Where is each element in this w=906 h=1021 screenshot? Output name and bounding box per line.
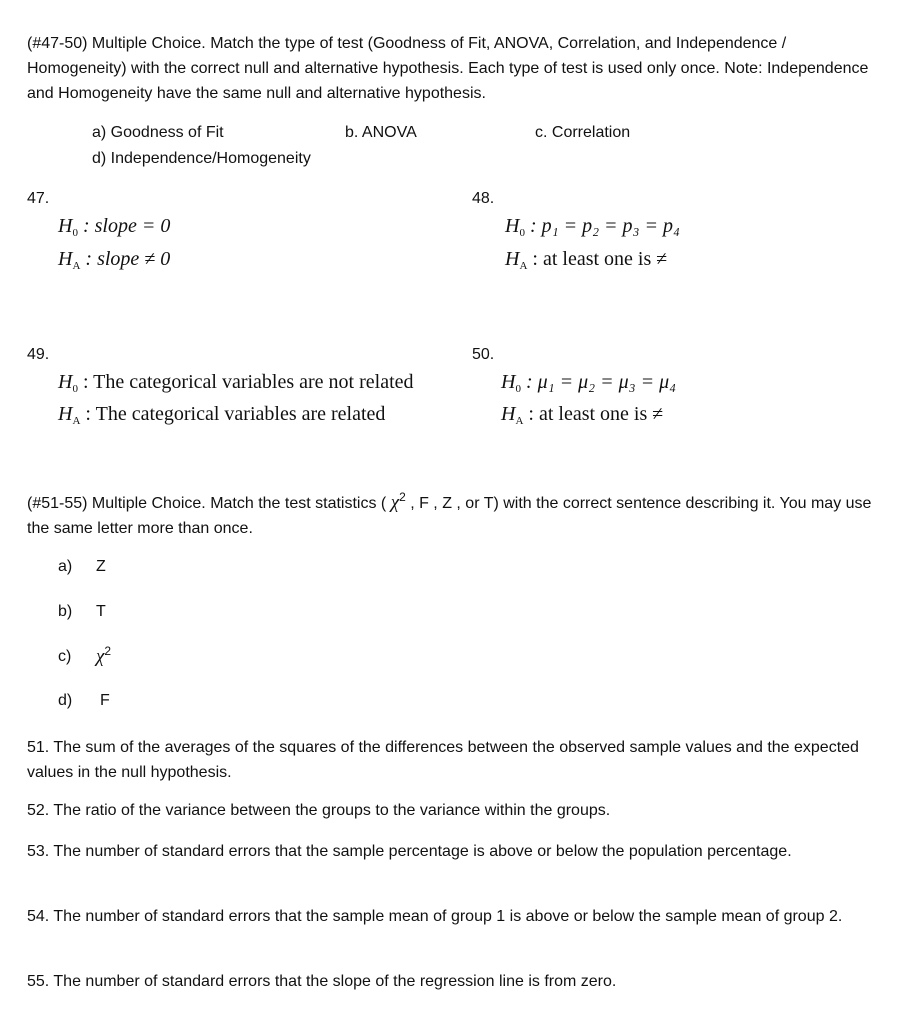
ha-symbol: H: [501, 403, 516, 425]
ha-statement: : slope ≠ 0: [80, 248, 171, 270]
chi-symbol: χ: [390, 492, 400, 513]
section2-intro-start: (#51-55) Multiple Choice. Match the test statistics (: [27, 495, 391, 512]
h0-symbol: H: [58, 371, 73, 393]
problem-48-null: [505, 215, 680, 238]
problem-49-alternative: [58, 403, 385, 426]
problem-50-null: [501, 371, 676, 394]
h0-subscript: 0: [519, 227, 525, 239]
option-c: c. Correlation: [535, 124, 631, 141]
question-52: 52. The ratio of the variance between the groups to the variance within the groups.: [27, 802, 611, 819]
h0-statement: : The categorical variables are not related: [77, 371, 414, 393]
choice-b: [58, 603, 106, 621]
choice-a: [58, 558, 106, 576]
problem-49-null: [58, 371, 414, 394]
h0-symbol: H: [505, 215, 520, 237]
ha-subscript: A: [519, 260, 528, 272]
choice-value: T: [96, 603, 106, 620]
section2-instructions: [27, 490, 877, 541]
ha-symbol: H: [58, 248, 73, 270]
problem-50-number: 50.: [472, 346, 495, 363]
chi-symbol: χ: [96, 646, 105, 667]
h0-symbol: H: [501, 371, 516, 393]
problem-47-number: 47.: [27, 190, 50, 207]
choice-label: a): [58, 558, 73, 575]
question-54: 54. The number of standard errors that the sample mean of group 1 is above or below the sample mean of group 2.: [27, 908, 843, 925]
question-55: 55. The number of standard errors that the slope of the regression line is from zero.: [27, 973, 617, 990]
chi-superscript: 2: [399, 490, 406, 504]
choice-value: [96, 646, 111, 668]
h0-subscript: 0: [515, 383, 521, 395]
problem-48-alternative: [505, 248, 667, 271]
problem-49-number: 49.: [27, 346, 50, 363]
h0-subscript: 0: [72, 227, 78, 239]
h0-statement: : slope = 0: [77, 215, 171, 237]
question-51: 51. The sum of the averages of the squares of the differences between the observed sample values and the expected values in the null hypothesis.: [27, 739, 859, 781]
problem-47-null: [58, 215, 170, 238]
ha-subscript: A: [72, 260, 81, 272]
h0-statement: : μ₁ = μ₂ = μ₃ = μ₄: [520, 371, 677, 393]
ha-symbol: H: [505, 248, 520, 270]
option-a: a) Goodness of Fit: [92, 124, 224, 141]
ha-statement: : at least one is ≠: [523, 403, 664, 425]
ha-statement: : at least one is ≠: [527, 248, 668, 270]
choice-label: b): [58, 603, 73, 620]
choice-c: [58, 644, 112, 667]
option-d: d) Independence/Homogeneity: [92, 150, 311, 167]
h0-symbol: H: [58, 215, 73, 237]
choice-label: d): [58, 692, 73, 709]
question-53: 53. The number of standard errors that the sample percentage is above or below the population percentage.: [27, 843, 792, 860]
option-b: b. ANOVA: [345, 124, 417, 141]
problem-50-alternative: [501, 403, 663, 426]
section1-instructions: (#47-50) Multiple Choice. Match the type of test (Goodness of Fit, ANOVA, Correlation, and Independence / Homogeneity) with the correct null and alternative hypothesis. Each type of test is used only once. Note: Independence and Homogeneity have the same null and alternative hypothesis.: [27, 35, 869, 102]
choice-label: c): [58, 648, 72, 665]
h0-subscript: 0: [72, 383, 78, 395]
ha-statement: : The categorical variables are related: [80, 403, 386, 425]
ha-symbol: H: [58, 403, 73, 425]
choice-value: Z: [96, 558, 106, 575]
choice-d: [58, 692, 110, 710]
problem-48-number: 48.: [472, 190, 495, 207]
ha-subscript: A: [72, 415, 81, 427]
ha-subscript: A: [515, 415, 524, 427]
chi-superscript: 2: [104, 644, 112, 658]
h0-statement: : p₁ = p₂ = p₃ = p₄: [524, 215, 680, 237]
section2-intro-end: , F , Z , or T) with the correct sentence describing it. You may use the same letter more than once.: [27, 495, 872, 537]
choice-value: F: [100, 692, 110, 709]
problem-47-alternative: [58, 248, 170, 271]
